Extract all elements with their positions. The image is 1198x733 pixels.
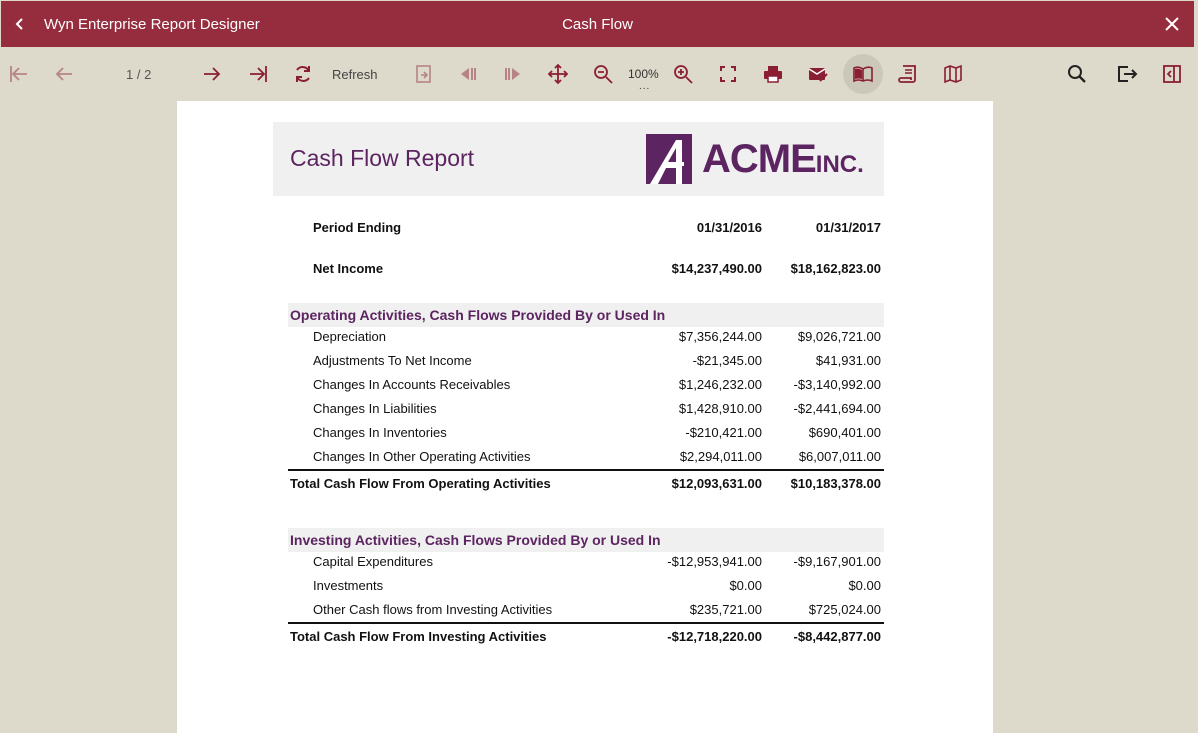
- previous-page-icon[interactable]: [51, 61, 77, 87]
- zoom-out-icon[interactable]: [590, 61, 616, 87]
- email-send-icon[interactable]: [805, 61, 831, 87]
- acme-logo-icon: [646, 134, 692, 184]
- viewer-toolbar: [1, 47, 1194, 101]
- next-page-icon[interactable]: [199, 61, 225, 87]
- report-page: [177, 101, 993, 733]
- back-to-parent-icon[interactable]: [411, 61, 437, 87]
- close-icon[interactable]: [1160, 12, 1184, 36]
- refresh-icon[interactable]: [290, 61, 316, 87]
- operating-section-header: Operating Activities, Cash Flows Provided By or Used In: [288, 303, 884, 327]
- table-row: Capital Expenditures -$12,953,941.00 -$9,167,901.00: [313, 554, 881, 569]
- print-icon[interactable]: [760, 61, 786, 87]
- continuous-scroll-icon[interactable]: [895, 61, 921, 87]
- refresh-button-label[interactable]: Refresh: [332, 67, 378, 82]
- map-view-icon[interactable]: [940, 61, 966, 87]
- acme-logo: [646, 134, 864, 184]
- table-row: Investments $0.00 $0.00: [313, 578, 881, 593]
- net-income-row: [288, 256, 884, 280]
- net-income-2016: $14,237,490.00: [671, 261, 762, 276]
- back-chevron-icon[interactable]: [9, 12, 31, 36]
- zoom-in-icon[interactable]: [670, 61, 696, 87]
- investing-section-header: Investing Activities, Cash Flows Provided By or Used In: [288, 528, 884, 552]
- previous-section-icon[interactable]: [455, 61, 481, 87]
- zoom-level[interactable]: 100%: [628, 67, 659, 81]
- table-row: Other Cash flows from Investing Activities $235,721.00 $725,024.00: [313, 602, 881, 617]
- title-bar: [1, 1, 1194, 47]
- last-page-icon[interactable]: [245, 61, 271, 87]
- pan-move-icon[interactable]: [545, 61, 571, 87]
- period-ending-row: [288, 215, 884, 239]
- report-title: Cash Flow Report: [290, 145, 475, 171]
- export-icon[interactable]: [1114, 61, 1140, 87]
- table-row: Changes In Liabilities $1,428,910.00 -$2,441,694.00: [313, 401, 881, 416]
- period-ending-label: Period Ending: [313, 220, 402, 235]
- book-view-icon[interactable]: [843, 54, 883, 94]
- page-indicator: 1 / 2: [126, 67, 152, 82]
- first-page-icon[interactable]: [6, 61, 32, 87]
- table-row: Depreciation $7,356,244.00 $9,026,721.00: [313, 329, 881, 344]
- next-section-icon[interactable]: [500, 61, 526, 87]
- acme-logo-text: ACMEINC.: [702, 136, 864, 181]
- sidebar-toggle-icon[interactable]: [1159, 61, 1185, 87]
- table-row: Changes In Inventories -$210,421.00 $690,401.00: [313, 425, 881, 440]
- operating-total-row: Total Cash Flow From Operating Activities $12,093,631.00 $10,183,378.00: [288, 469, 884, 493]
- net-income-label: Net Income: [313, 261, 384, 276]
- search-icon[interactable]: [1064, 61, 1090, 87]
- investing-total-row: Total Cash Flow From Investing Activities -$12,718,220.00 -$8,442,877.00: [288, 622, 884, 646]
- period-2016: 01/31/2016: [696, 220, 762, 235]
- table-row: Adjustments To Net Income -$21,345.00 $41,931.00: [313, 353, 881, 368]
- zoom-menu-dots[interactable]: ...: [639, 81, 651, 92]
- table-row: Changes In Accounts Receivables $1,246,232.00 -$3,140,992.00: [313, 377, 881, 392]
- fullscreen-icon[interactable]: [715, 61, 741, 87]
- period-2017: 01/31/2017: [815, 220, 881, 235]
- table-row: Changes In Other Operating Activities $2,294,011.00 $6,007,011.00: [313, 449, 881, 464]
- net-income-2017: $18,162,823.00: [790, 261, 881, 276]
- app-title: Wyn Enterprise Report Designer: [44, 16, 260, 33]
- report-header: [273, 122, 884, 196]
- document-title: Cash Flow: [562, 16, 633, 33]
